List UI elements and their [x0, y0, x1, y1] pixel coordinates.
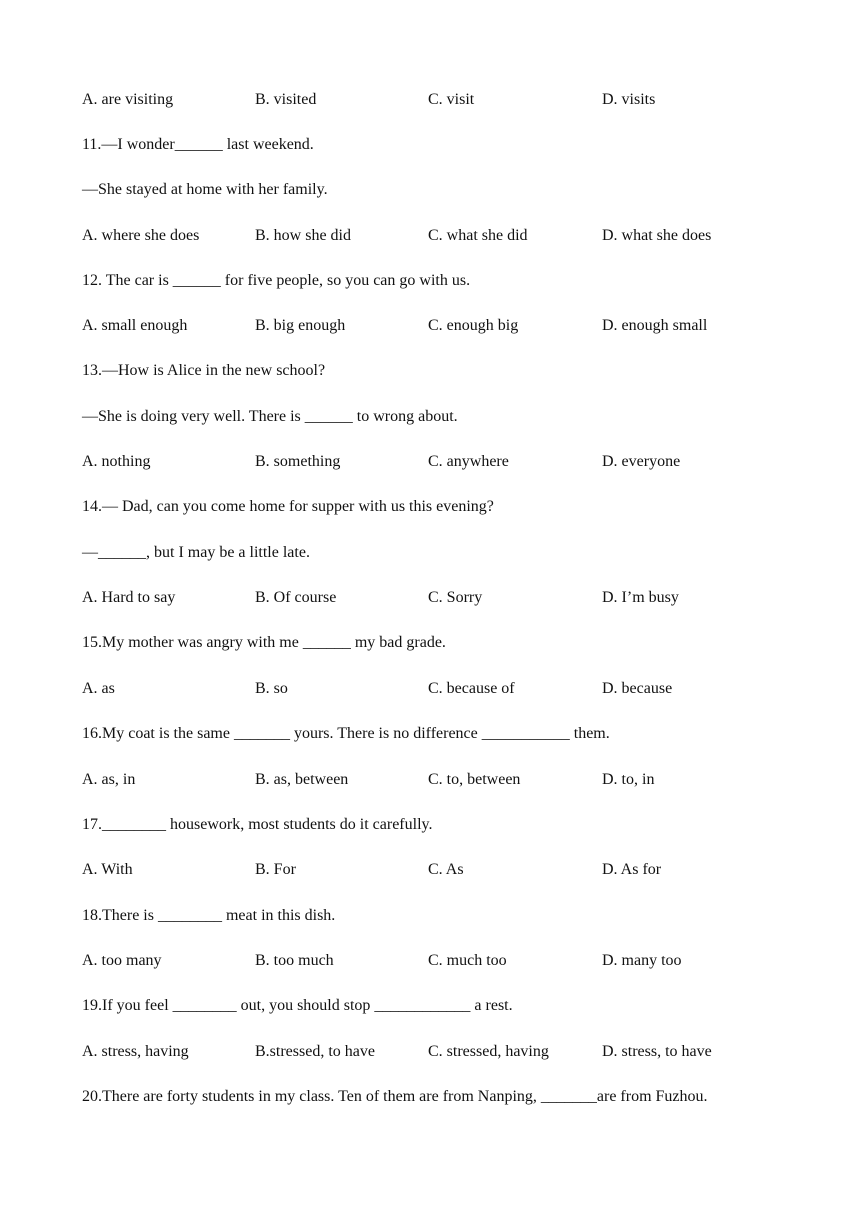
option-d: D. enough small	[602, 317, 708, 334]
option-a: A. Hard to say	[82, 589, 176, 606]
option-b: B. For	[255, 861, 296, 878]
question-stem: 15.My mother was angry with me ______ my bad grade.	[82, 634, 446, 651]
option-b: B. visited	[255, 91, 317, 108]
option-a: A. as, in	[82, 771, 136, 788]
option-a: A. stress, having	[82, 1043, 189, 1060]
option-a: A. too many	[82, 952, 162, 969]
question-stem: 20.There are forty students in my class. Ten of them are from Nanping, _______are from Fuzhou.	[82, 1088, 708, 1105]
question-stem: 16.My coat is the same _______ yours. There is no difference ___________ them.	[82, 725, 610, 742]
option-b: B. as, between	[255, 771, 349, 788]
option-d: D. to, in	[602, 771, 655, 788]
option-d: D. As for	[602, 861, 662, 878]
option-b: B. big enough	[255, 317, 346, 334]
question-stem: 19.If you feel ________ out, you should stop ____________ a rest.	[82, 997, 513, 1014]
option-c: C. Sorry	[428, 589, 483, 606]
option-b: B. too much	[255, 952, 334, 969]
option-a: A. With	[82, 861, 133, 878]
dialogue-response: —She stayed at home with her family.	[82, 181, 328, 198]
option-d: D. because	[602, 680, 673, 697]
option-a: A. where she does	[82, 227, 200, 244]
option-b: B. Of course	[255, 589, 337, 606]
option-a: A. are visiting	[82, 91, 174, 108]
question-stem: 18.There is ________ meat in this dish.	[82, 907, 336, 924]
option-d: D. many too	[602, 952, 682, 969]
option-c: C. to, between	[428, 771, 521, 788]
dialogue-response: —She is doing very well. There is ______ to wrong about.	[82, 408, 458, 425]
option-c: C. what she did	[428, 227, 528, 244]
option-d: D. stress, to have	[602, 1043, 712, 1060]
question-stem: 12. The car is ______ for five people, so you can go with us.	[82, 272, 471, 289]
question-stem: 17.________ housework, most students do it carefully.	[82, 816, 433, 833]
option-d: D. everyone	[602, 453, 681, 470]
option-b: B. how she did	[255, 227, 351, 244]
option-d: D. what she does	[602, 227, 712, 244]
option-c: C. much too	[428, 952, 507, 969]
option-c: C. anywhere	[428, 453, 509, 470]
option-c: C. visit	[428, 91, 475, 108]
option-d: D. I’m busy	[602, 589, 679, 606]
question-stem: 13.—How is Alice in the new school?	[82, 362, 326, 379]
option-b: B. something	[255, 453, 341, 470]
option-c: C. because of	[428, 680, 515, 697]
option-a: A. small enough	[82, 317, 188, 334]
option-a: A. as	[82, 680, 115, 697]
option-c: C. enough big	[428, 317, 519, 334]
option-b: B.stressed, to have	[255, 1043, 375, 1060]
question-stem: 11.—I wonder______ last weekend.	[82, 136, 314, 153]
option-d: D. visits	[602, 91, 656, 108]
option-a: A. nothing	[82, 453, 151, 470]
dialogue-response: —______, but I may be a little late.	[82, 544, 310, 561]
option-c: C. stressed, having	[428, 1043, 549, 1060]
option-b: B. so	[255, 680, 288, 697]
question-stem: 14.— Dad, can you come home for supper with us this evening?	[82, 498, 494, 515]
option-c: C. As	[428, 861, 464, 878]
